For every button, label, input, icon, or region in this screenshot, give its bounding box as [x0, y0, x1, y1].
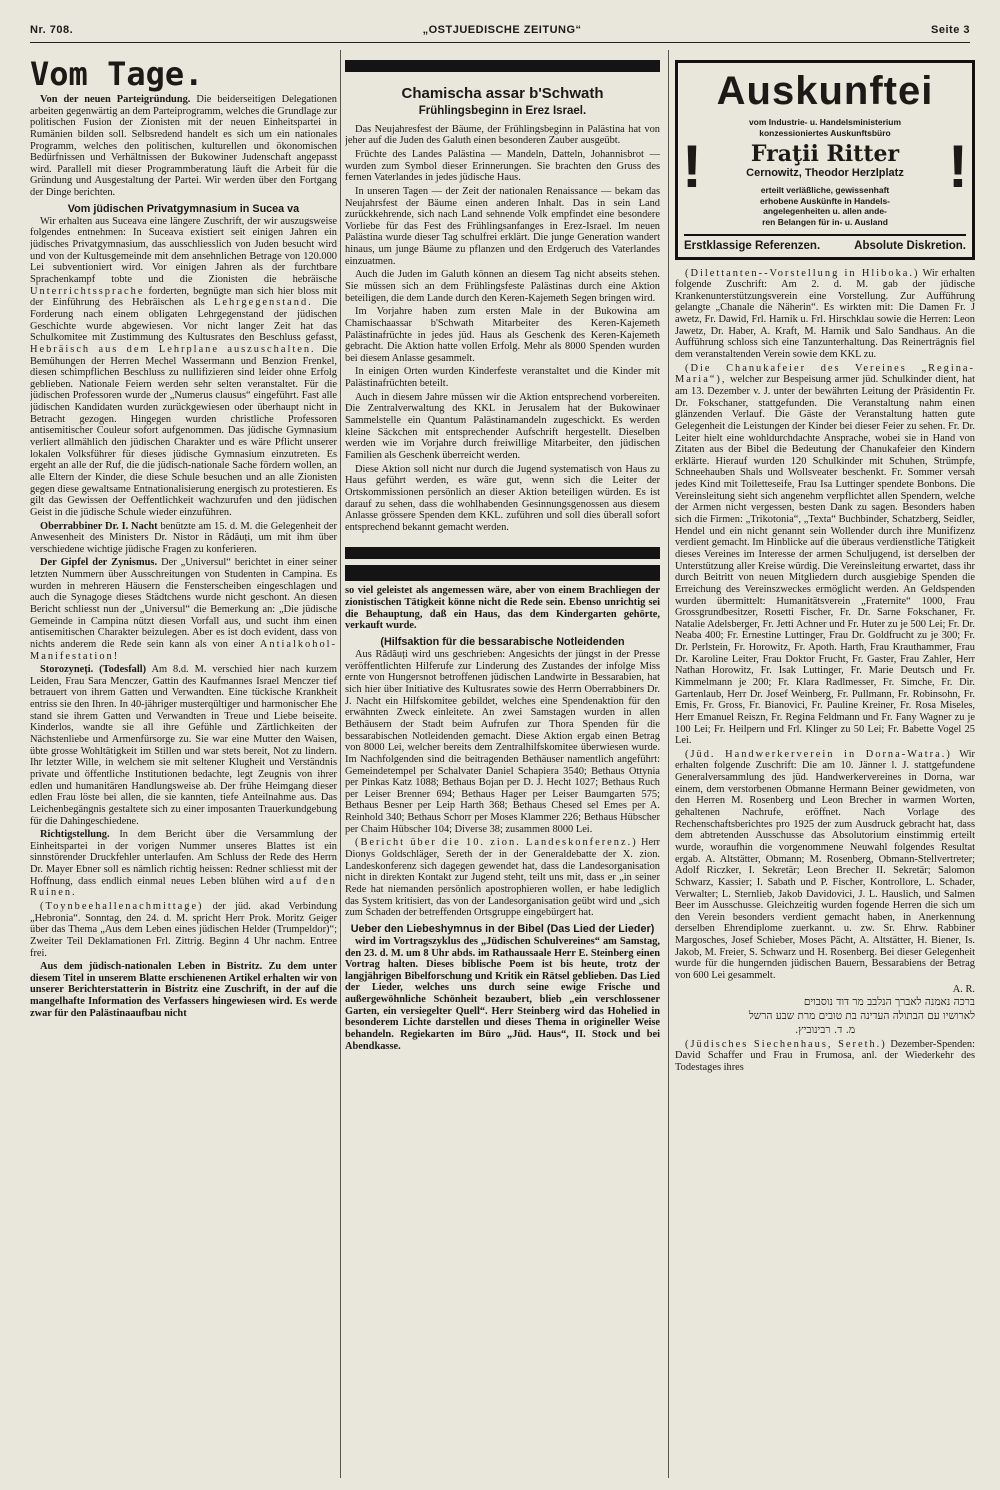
newspaper-title: „OSTJUEDISCHE ZEITUNG“: [422, 24, 582, 36]
spaced-text: (Toynbeehallenachmittage): [40, 901, 204, 912]
article-text: Wir erhalten folgende Zuschrift: Am 2. d. M. gab der jüdische Krankenunterstützungsverein eine Vorstellung. Zur Aufführung gelangte „Chanale die Näherin“. Es wirkten mit: Die Damen Fr. J awetz, Fr. Dawid, Frl. Harnik u. Frl. Hirschklau sowie die Herren: Leon Jawetz, Dr. Haber, A. Kraft, M. Harnik und Salo Sandhaus. An die Aufführung schloss sich eine Tanzunterhaltung. Das Reinerträgnis fiel dem veranstaltenden Verein sowie dem KKL zu.: [675, 267, 975, 361]
ad-firm-name: Fraţii Ritter: [750, 141, 900, 168]
exclamation-mark: !: [682, 133, 702, 200]
paragraph: In unseren Tagen — der Zeit der nationalen Renaissance — bekam das Neujahrsfest der Bäume einen anderen Inhalt. Das in sein Land zurückkehrende, sich nach Land sehnende Volk empfindet eine besondere Vorliebe für das Fest des Frühlingsanfanges in Erez-Israel. Im neuen Palästina wurde dieser Tag schulfrei erklärt. Die junge Generation wandert hinaus, um junge Bäume zu pflanzen und den Erdgeruch des Vaterlandes einzuatmen.: [345, 185, 660, 267]
paragraph: Diese Aktion soll nicht nur durch die Jugend systematisch von Haus zu Haus geführt werden, es wäre gut, wenn sich die Leiter der Ortskommissionen persönlich an dieser Aktion beteiligen würden. Es ist darauf zu sehen, dass die wohlhabenden Gesinnungsgenossen aus diesem Anlasse grössere Spenden dem KKL. zuführen und soll dies überall sofort entsprechend bekannt gemacht werden.: [345, 463, 660, 533]
ad-footer: [684, 234, 966, 253]
article-handwerkerverein: [675, 749, 975, 982]
column-right: [675, 50, 975, 1480]
article-text: Zu dem unter diesem Titel in unserem Blatte erschienenen Artikel erhalten wir von unserer Berichterstatterin in Bistritz eine Zuschrift, in der auf die mangelhafte Information des Verfassers hingewiesen wird. Es werde zwar für den Palästinaaufbau nicht: [30, 961, 337, 1019]
column-middle: [345, 50, 660, 1480]
ad-title: Auskunftei: [716, 69, 934, 113]
article-text: Herr Dionys Goldschläger, Sereth der in der Generaldebatte der X. zion. Landeskonferenz sich dagegen gewendet hat, dass die Landesorganisation nicht in direkten Kontakt zur Jugend steht, teilt uns mit, dass er „in seiner Rede hat niemanden persönlich apostrophieren wollen, er habe lediglich das System kritisiert, das von der Landesorganisation geübt wird und „sich zum Schaden der betreffenden Ortsgruppe eingebürgert hat.: [345, 837, 660, 919]
hebrew-line: מ. ד. רבינוביץ.: [794, 1023, 856, 1036]
black-rule: [345, 547, 660, 559]
ad-line: erteilt verläßliche, gewissenhaft: [760, 185, 890, 196]
ad-address: Cernowitz, Theodor Herzlplatz: [746, 166, 904, 179]
article-toynbee: [30, 901, 337, 959]
ad-line: erhobene Auskünfte in Handels-: [759, 195, 891, 206]
paragraph: Auch in diesem Jahre müssen wir die Aktion entsprechend vorbereiten. Die Zentralverwaltung des KKL in Jerusalem hat der Bukowinaer Sammelstelle ein Quantum Palästinamandeln zugeschickt. Es werden kleine Säckchen mit entsprechender Aufschrift hergestellt. Dieselben werden wie im Vorjahre durch freiwillige Mitarbeiter, den jüdischen Familien als Geschenk überreicht werden.: [345, 391, 660, 461]
page-header: [30, 20, 970, 40]
article-liebeshymnus: wird im Vortragszyklus des „Jüdischen Schulvereines“ am Samstag, den 23. d. M. um 8 Uhr abds. im Rathaussaale Herr E. Steinberg einen Vortrag halten. Dieses biblische Poem ist bis heute, trotz der langjährigen Bibelforschung und Kritik ein Rätsel geblieben. Das Lied der Lieder, welches uns durch seine ewige Frische und außergewöhnliche Schönheit bezaubert, blieb „ein verschlossener Garten, ein versiegelter Quell“. Herr Steinberg wird das Hohelied in besonderem Lichte darstellen und dieses Thema in origineller Weise behandeln. Regiekarten im Büro „Jüd. Haus“, II. Stock und bei Abendkasse.: [345, 935, 660, 1052]
article-text: Wir erhalten folgende Zuschrift: Die am 10. Jänner l. J. stattgefundene Generalversammlung des jüd. Handwerkervereines in Dorna, war einem, dem verstorbenen Obmanne Hermann Beiner gewidmeten, von den Herren M. Rosenberg und Leon Brecher in warmen Worten, gehaltenen Nachrufe, eröffnet. Nach Vorlage des Rechenschaftsberichtes pro 1925 der zum Ausdruck gebracht hat, dass dem abtretenden Ausschusse das Absolutorium einstimmig erteilt wurde, woraufhin die vorgenommene Neuwahl folgendes Resultat ergab. A. Altstätter, Obmann; M. Rosenberg, Obmann-Stellvertreter; Adolf Riczker, I. Sekretär; Leon Brecher II. Sekretär; Salomon Schwarz, Kassier; I. Sabath und P. Fischer, Kontrollore, L. Schader, Verwalter; L. Sternlieb, Jakob Davidovici, J. L. Hauslich, und Salmen Beer im Ausschusse. Gleichzeitig wurden fogende Herren die sich um den Verein besonders verdient gemacht haben, in Anerkennung derselben Ehrendiplome zuerkannt. u. zw. Sr. Ehrw. Rabbiner Margosches, Josef Schieber, Moses Pächt, A. Altstätter, H. Biener, Is. Jakob, M. Freier, S. Schwarz und H. Rosenberg. Bei dieser Gelegenheit wurde für die hungernden jüdischen Bauern, Bessarabiens der Betrag von 600 Lei gesammelt.: [675, 748, 975, 981]
spaced-text: Antialkohol-Manifestation!: [30, 638, 337, 662]
ad-line: angelegenheiten u. allen ande-: [763, 206, 887, 217]
ad-line: ren Belangen für in- u. Ausland: [762, 217, 888, 228]
article-bericht: [345, 837, 660, 918]
article-gipfel: [30, 557, 337, 662]
article-heading: Richtigstellung.: [40, 829, 110, 841]
article-siechenhaus: [675, 1039, 975, 1074]
article-storozyneti: [30, 664, 337, 827]
section-title: Vom Tage.: [30, 55, 204, 93]
article-heading: Aus dem jüdisch-nationalen Leben in Bistritz.: [40, 961, 263, 973]
spaced-text: Unterrichtssprache: [30, 285, 145, 297]
article-heading: Von der neuen Parteigründung.: [40, 94, 191, 105]
spaced-text: auf den Ruinen.: [30, 875, 337, 899]
spaced-text: (Jüd. Handwerkerverein in Dorna-Watra.): [685, 748, 952, 760]
article-heading: Vom jüdischen Privatgymnasium in Sucea va: [67, 202, 300, 215]
paragraph: In einigen Orten wurden Kinderfeste veranstaltet und die Kinder mit Palästinafrüchten beteilt.: [345, 366, 660, 390]
article-text: Die Bemühungen der Herren Mechel Wassermann und Benzion Frenkel, diesen schimpflichen Beschluss zu nullifizieren sind leider ohne Erfolg geblieben. Nationale Feiern werden sehr selten veranstaltet. Für die jüdischen Professoren wurde der „Numerus clausus“ eingeführt. Fast alle jüdischen Kandidaten wurden zurückgewiesen oder überhaupt nicht in Betracht gezogen. Hingegen wurden christliche Professoren antisemitischer Couleur sofort aufgenommen. Das jüdische Gymnasium verliert allmählich den jüdischen Charakter und es wäre Pflicht unserer lokalen Volksführer für dieses jüdische Gymnasium einzutreten. Es ergeht an alle der Ruf, die die jüdisch-nationale Sache fördern wollen, an alle Eltern der Kinder, die diese Schule besuchen und an alle Zionisten gegen diese gewaltsame Entnationalisierung energisch zu protestieren. Es gilt das Gewissen der Oeffentlichkeit wachzurufen und den jüdischen Geist in die jüdische Schule wieder einzuführen.: [30, 343, 337, 518]
article-partei: [30, 94, 337, 199]
header-rule: [30, 42, 970, 43]
article-title: Chamischa assar b'Schwath: [401, 85, 604, 102]
advertisement-box: [675, 60, 975, 260]
article-oberrabbiner: [30, 521, 337, 556]
continued-text: so viel geleistet als angemessen wäre, aber von einem Brachliegen der zionistischen Tätigkeit könne nicht die Rede sein. Ebenso unrichtig sei die Behauptung, daß ein Haus, das dem Kindergarten gehörte, verkauft wurde.: [345, 585, 660, 632]
spaced-text: (Dilettanten--Vorstellung in Hliboka.): [685, 267, 920, 279]
article-text: Die beiderseitigen Delegationen arbeiten gegenwärtig an dem Parteiprogramm, welches die Grundlage zur politischen Fusion der Zionisten mit der neuen Einheitspartei in Rumänien bilden soll. Selbsredend handelt es sich um ein nationales Programm, welches den politischen, kulturellen und ökonomischen Bedürfnissen und Verhältnissen der Bukowiner Judenschaft angepasst wird. Parallell mit dieser Programmberatung läuft die Arbeit für die Gründung und Ausgestaltung der Partei. Wir werden über den Fortgang der Dinge berichten.: [30, 94, 337, 199]
paragraph: Früchte des Landes Palästina — Mandeln, Datteln, Johannisbrot — wurden zum Symbol dieser Erinnerungen. Sie brachten den Gruss des fernen Vaterlandes in jedes jüdische Haus.: [345, 148, 660, 184]
article-text: forderten, begnügte man sich hier bloss mit der Einführung des Hebräischen als: [30, 285, 337, 309]
article-heading: Der Gipfel der Zynismus.: [40, 557, 158, 569]
exclamation-mark: !: [948, 133, 968, 200]
article-text: welcher zur Bespeisung armer jüd. Schulkinder dient, hat am 13. Dezember v. J. unter der bewährten Leitung der Präsidentin Fr. Dr. Fokschaner, stattgefunden. Die Veranstaltung nahm einen glänzenden Verlauf. Die Gäste der Veranstaltung hatten gute Gelegenheit die Leistungen der Kinder bei dieser Feier zu sehen. Fr. Dr. Leiter hielt eine wohldurchdachte Ansprache, wobei sie in Hand von Zitaten aus der Bibel die Bedeutung der Chanukafeier den Kindern erklärte. Hierauf wurden 120 Schulkinder mit Schuhen, Strümpfe, Schneehauben Shals und Wollsveater beschenkt. Fr. Sommer versah jedes Kind mit Toiletteseife, Frau Isa Luttinger spendete Bonbons. Die Vereinsleitung sieht sich angenehm verpflichtet allen Spendern, welche der Armen nicht vergessen, besten Dank zu sagen. Besonders haben sich die Firmen: „Trikotonia“, „Texta“ Buchbinder, Schatzberg, Seidler, Hendel und ein nicht genannt sein Wollender durch ihre Munifizenz verdient gemacht. Im Hinblicke auf die überaus verdienstliche Tätigkeit dieses Vereines im Interesse der armen Schuljugend, ist derselben der Unterstützung aller Kreise würdig. Die Vereinsleitung erwartet, dass ihr durch Beitritt von neuen Mitgliedern durch ausgiebige Spenden die Erreichung des Vereinszweckes ermöglicht werden. An Geldspenden wurden übermittelt: Humanitätsverein „Fraternite“ 1000, Frau Grossgrundbesitzer, Rosetti Fischer, Fr. Dr. Sarne Fokschaner, Fr. Natalie Adelsberger, Fr. Jetti Achner und Fr. Huter zu je 500 Lei; Fr. Dr. Neaba 400; Fr. Ernestine Luttinger, Frau Dr. Goldfrucht zu je 300; Fr. Dr. Perlstein, Fr. Horowitz, Fr. Apoth. Harth, Frau Krauthammer, Frau Dr. Karoline Leiter, Frau Doktor Frucht, Fr. Gaster, Frau Zahler, Herr Nathan Horowitz, Fr. Isak Luttinger, Fr. Marie Deutsch und Fr. Kimmelmann je 200; Fr. Klara Radlmesser, Fr. Simche, Fr. Dir. Gartenlaub, Herr Dr. Josef Weinberg, Fr. Pullmann, Fr. Robinsohn, Fr. Emis, Fr. Gross, Fr. Bianovici, Fr. Pauline Kreiner, Fr. Rosa Miseles, Herr Emanuel Reiszn, Fr. Regina Feldmann und Fr. Fany Wagner zu je 100 Lei; Fr. Heilpern und Frl. Klinger zu 50 Lei; Fr. Babette Vogel 25 Lei.: [675, 374, 975, 747]
spaced-text: (Jüdisches Siechenhaus, Sereth.): [685, 1038, 887, 1050]
black-rule: [345, 565, 660, 581]
column-left: [30, 50, 337, 1480]
spaced-text: (Bericht über die 10. zion. Landeskonferenz.): [355, 837, 638, 849]
article-text: Dezember-Spenden: David Schaffer und Frau in Frumosa, anl. der Wiederkehr des Todestages ihres: [675, 1038, 975, 1073]
article-text: der jüd. akad Verbindung „Hebronia“. Sonntag, den 24. d. M. spricht Herr Prok. Moritz Geiger über das Thema „Aus dem Leben eines jüdischen Helder (Trumpeldor)“; Zweiter Teil Deklamationen Frl. Zittrig. Beginn 4 Uhr nachm. Entree frei.: [30, 901, 337, 959]
paragraph: Auch die Juden im Galuth können an diesem Tag nicht abseits stehen. Sie müssen sich an dem Frühlingsfeste Palästinas durch eine Aktion beteiligen, die dem Lande durch den Keren-Kajemeth Segen bringen wird.: [345, 269, 660, 304]
article-bistritz: [30, 961, 337, 1019]
hebrew-line: ברכה נאמנה לאברך הנלבב מר דוד נוסבוים: [803, 996, 975, 1009]
black-rule: [345, 60, 660, 72]
ad-references: Erstklassige Referenzen.: [684, 239, 821, 252]
article-richtigstellung: [30, 829, 337, 899]
article-text: Die Forderung nach einem obligaten Lehrgegenstand der jüdischen Geschichte wurde abgewiesen. Vor nicht langer Zeit hat das Schulkomitee mit Zustimmung des Kultusrates den Beschluss gefasst,: [30, 297, 337, 344]
column-divider: [668, 50, 669, 1478]
article-dilettanten: [675, 268, 975, 361]
article-text: Am 8.d. M. verschied hier nach kurzem Leiden, Frau Sara Menczer, Gattin des Kaufmannes Israel Menczer tief betrauert von ihrem Gatten und Verwandten. Eine tückische Krankheit entriss sie den Ihren. In 40-jähriger musterqültiger und harmonischer Ehe stand sie ihrem Gatten und Verwandten in Treue und Liebe beiseite. Kinderlos, wandte sie all ihre Gefühle und Zärtlichkeiten der Nächstenliebe und Armenfürsorge zu. Sie war eine Mutter den Waisen, übte grosse Wohltätigkeit im Stillen und war stets bereit, Not zu lindern. Ihr letzter Wille, in welchem sie mit seltener Klugheit und Verständnis private und öffentliche Institutionen bedachte, legt Zeugnis von ihrer edlen und humanitären Handlungsweise ab. Der frühe Heimgang dieser edlen Frau löste bei allen, die sie kannten, tiefe Anteilnahme aus. Das Leichenbegängnis gestaltete sich zu einer imposanten Trauerkundgebung für die Dahingeschiedene.: [30, 664, 337, 827]
article-heading: Ueber den Liebeshymnus in der Bibel (Das Lied der Lieder): [350, 922, 655, 935]
article-text: In dem Bericht über die Versammlung der Einheitspartei in der vorigen Nummer unseres Blattes ist ein sinnstörender Druckfehler unterlaufen. Am Schluss der Rede des Herrn Dr. Mayer Ebner soll es nämlich richtig heissen: Redner schliesst mit der Hoffnung, dass endlich einmal neues Leben blühen wird: [30, 829, 337, 887]
column-divider: [340, 50, 341, 1478]
article-heading: Storozyneți. (Todesfall): [40, 664, 147, 676]
page-number: Seite 3: [931, 24, 970, 36]
article-hilfsaktion: Aus Rădăuți wird uns geschrieben: Angesichts der jüngst in der Presse veröffentlichten Hilferufe zur Linderung des Zustandes der infolge Miss ernte von Hungersnot betroffenen jüdischen Landwirte in Bessarabien, hat sich hier über Initiative des Kultusrates sowie des Herrn Oberrabbiners Dr. J. Nacht ein Hilfskomitee gebildet, welches eine Spendenaktion für den erwähnten Zweck einleitete. An zwei Samstagen wurden in allen Bethäusern der Stadt beim Aufrufen zur Thora Spenden für die bessarabischen Notleidenden gemacht. Diese Aktion ergab einen Betrag von 8000 Lei, welcher bereits dem Zentralhilfskomitee überwiesen wurde. Im Nachfolgenden sind die beitragenden Bethäuser namentlich angeführt: Gemeindetempel per Schalvater Daniel Schapiera 3540; Bethaus Ottynia per Pinkas Katz 1088; Bethaus Bojan per D. J. Hecht 1027; Bethaus Ruch per Leiser Brenner 694; Bethaus Hager per Leiser Baumgarten 575; Bethaus Besner per Leip Harth 368; Bethaus Chesed sel Emes per A. Reinhold 340; Bethaus Schorr per Moses Klammer 226; Bethaus Hübscher per Chaim Hübscher 104; Diverse 38; zusammen 8000 Lei.: [345, 649, 660, 835]
issue-number: Nr. 708.: [30, 24, 74, 36]
signature: A. R.: [952, 983, 975, 995]
spaced-text: (Die Chanukafeier des Vereines „Regina-Maria“),: [675, 362, 975, 386]
paragraph: Das Neujahresfest der Bäume, der Frühlingsbeginn in Palästina hat von jeher auf die Juden des Galuth einen besonderen Zauber ausgeübt.: [345, 123, 660, 147]
spaced-text: Lehrgegenstand.: [213, 297, 313, 309]
article-chanukafeier: [675, 363, 975, 747]
ad-line: konzessioniertes Auskunftsbüro: [759, 127, 891, 138]
article-subtitle: Frühlingsbeginn in Erez Israel.: [418, 104, 587, 117]
article-gymnasium: [30, 216, 337, 519]
article-heading: (Hilfsaktion für die bessarabische Notleidenden: [380, 636, 625, 649]
article-heading: Oberrabbiner Dr. I. Nacht: [40, 520, 158, 532]
paragraph: Im Vorjahre haben zum ersten Male in der Bukowina am Chamischaassar b'Schwath Mitarbeiter des Keren-Kajemeth Palästinafrüchte in jedes jüd. Haus als Geschenk des Keren-Kajemeth gebracht. Die Aktion hatte vollen Erfolg. Mehr als 8000 Spenden wurden bei diesem Anlasse gesammelt.: [345, 306, 660, 364]
hebrew-line: לארושיו עם הבתולה העדינה בת טובים מרת שבע הרשל: [748, 1010, 975, 1023]
article-text: Der „Universul“ berichtet in einer seiner letzten Nummern über Ausschreitungen von Studenten in Campina. Es wurden in mehreren Häusern die Fensterscheiben eingeschlagen und auch die Synagoge dieses Städtchens wurde nicht geschont. An diesen Bericht schliesst nun der „Universul“ die Bemerkung an: „Die jüdische Gemeinde in Campina nützt diesen Vorfall aus, und sucht ihm einen antisemitischen Charakter beizulegen. Aber es ist doch evident, dass von nichts anderem die Rede sein kann als von einer: [30, 557, 337, 650]
ad-discretion: Absolute Diskretion.: [854, 239, 966, 252]
article-text: Wir erhalten aus Suceava eine längere Zuschrift, der wir auszugsweise folgendes entnehmen: In Suceava existiert seit einigen Jahren ein jüdisches Privatgymnasium, das ausschliesslich von Juden besucht wird und von der Kultusgemeinde mit dem ansehnlichen Betrage von 120.000 Lei subventioniert wird. Vor einigen Jahren als der furchtbare Sprachenkampf tobte und die Zionisten die hebräische: [30, 215, 337, 286]
spaced-text: Hebräisch aus dem Lehrplane auszuschalten.: [30, 343, 316, 355]
ad-line: vom Industrie- u. Handelsministerium: [748, 117, 902, 127]
article-text: benützte am 15. d. M. die Gelegenheit der Anwesenheit des Ministers Dr. Nistor in Rădăuți, um mit ihm über verschiedene wichtige jüdische Fragen zu konferieren.: [30, 520, 337, 555]
